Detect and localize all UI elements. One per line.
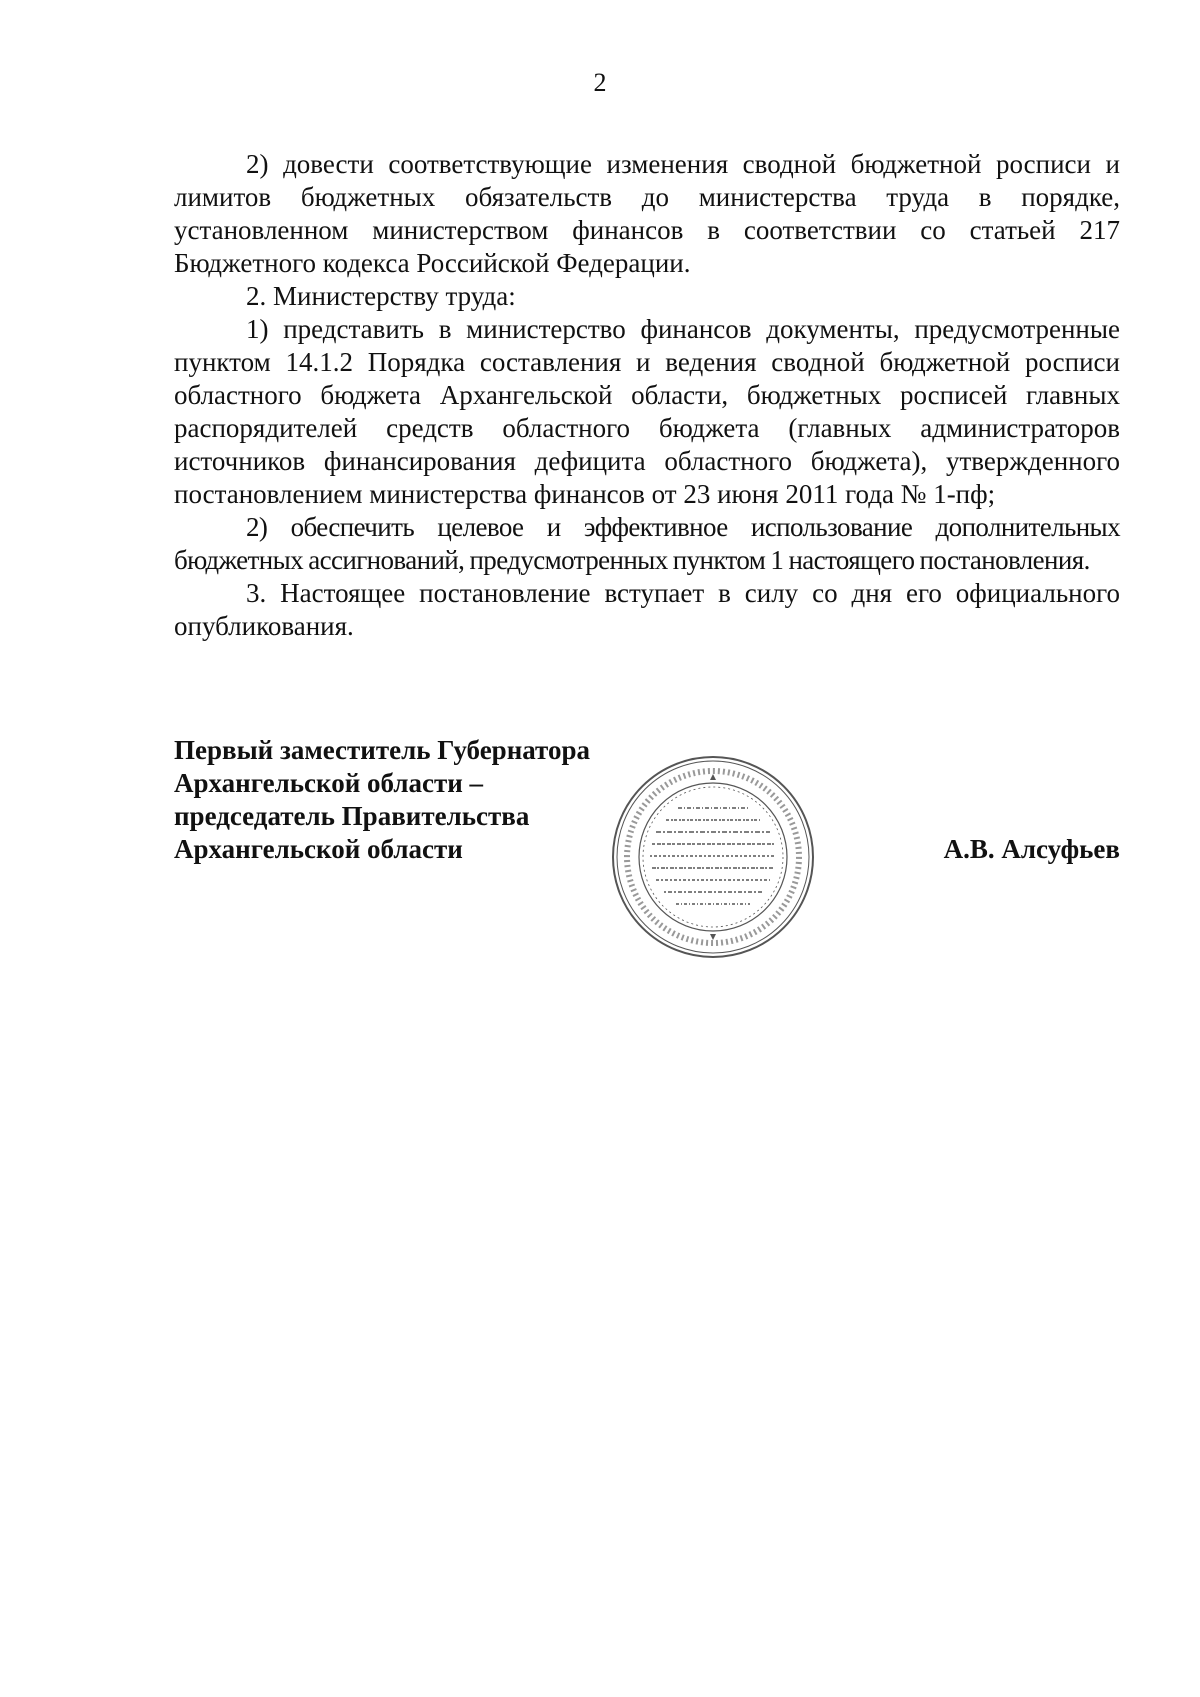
signatory-line-1: Первый заместитель Губернатора xyxy=(174,735,590,765)
signatory-line-2: Архангельской области – xyxy=(174,768,484,798)
document-body xyxy=(174,148,1120,643)
paragraph-3: 1) представить в министерство финансов документы, предусмотренные пунктом 14.1.2 Порядка составления и ведения сводной бюджетной росписи областного бюджета Архангельской области, бюджетных росписей главных распорядителей средств областного бюджета (главных администраторов источников финансирования дефицита областного бюджета), утвержденного постановлением министерства финансов от 23 июня 2011 года № 1-пф; xyxy=(174,314,1120,509)
signatory-line-4: Архангельской области xyxy=(174,834,463,864)
paragraph-1: 2) довести соответствующие изменения сводной бюджетной росписи и лимитов бюджетных обязательств до министерства труда в порядке, установленном министерством финансов в соответствии со статьей 217 Бюджетного кодекса Российской Федерации. xyxy=(174,149,1120,278)
official-seal-stamp xyxy=(608,752,818,962)
signer-name: А.В. Алсуфьев xyxy=(943,834,1120,864)
page-number: 2 xyxy=(593,68,607,97)
seal-icon xyxy=(608,752,818,962)
paragraph-2: 2. Министерству труда: xyxy=(246,281,516,311)
signatory-position xyxy=(174,734,634,866)
signatory-line-3: председатель Правительства xyxy=(174,801,530,831)
paragraph-5: 3. Настоящее постановление вступает в силу со дня его официального опубликования. xyxy=(174,578,1120,641)
paragraph-4: 2) обеспечить целевое и эффективное использование дополнительных бюджетных ассигнований, предусмотренных пунктом 1 настоящего постановления. xyxy=(174,512,1120,575)
